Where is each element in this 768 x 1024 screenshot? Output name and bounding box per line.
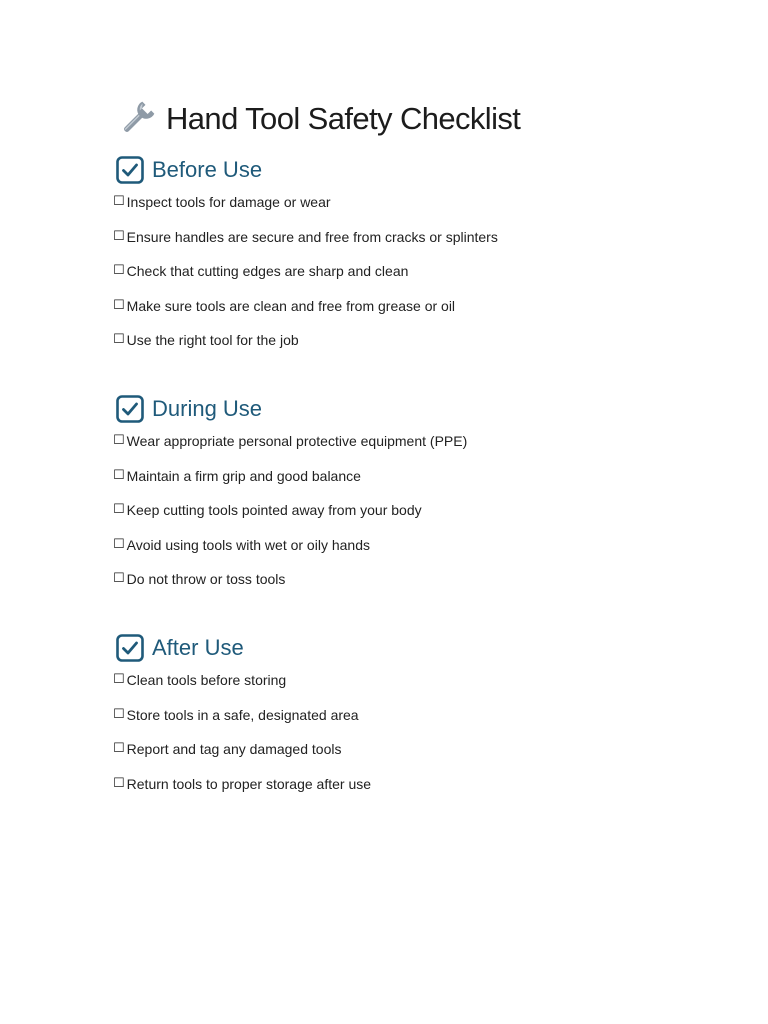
unchecked-box-icon[interactable]: ☐ [113,706,125,722]
checklist-item-label: Do not throw or toss tools [126,571,286,588]
section-title: After Use [152,634,244,660]
checked-box-icon [115,155,145,185]
checklist-item-label: Inspect tools for damage or wear [126,194,331,210]
checklist-item[interactable] [113,262,673,297]
unchecked-box-icon[interactable]: ☐ [113,432,125,448]
checklist-item-label: Make sure tools are clean and free from grease or oil [126,297,456,314]
checklist-item-label: Report and tag any damaged tools [126,741,342,758]
section-header [113,152,673,188]
checklist-items [113,193,673,366]
checklist-item[interactable] [113,432,673,467]
section-header [113,630,673,666]
unchecked-box-icon[interactable]: ☐ [113,502,125,518]
checklist-item[interactable] [113,775,673,810]
unchecked-box-icon[interactable]: ☐ [113,332,125,348]
unchecked-box-icon[interactable]: ☐ [113,775,125,791]
unchecked-box-icon[interactable]: ☐ [113,571,125,587]
checklist-item-label: Return tools to proper storage after use [126,775,372,792]
checklist-section-3 [113,630,673,809]
checklist-items [113,432,673,605]
checklist-items [113,671,673,809]
checklist-item[interactable] [113,501,673,536]
sections-container [113,152,673,809]
unchecked-box-icon[interactable]: ☐ [113,297,125,313]
checklist-item[interactable] [113,536,673,571]
checklist-item[interactable] [113,740,673,775]
checklist-item[interactable] [113,193,673,228]
section-header [113,391,673,427]
checked-box-icon [115,633,145,663]
checklist-item[interactable] [113,671,673,706]
unchecked-box-icon[interactable]: ☐ [113,741,125,757]
checklist-item-label: Clean tools before storing [126,671,287,688]
checklist-item-label: Avoid using tools with wet or oily hands [126,536,370,553]
checked-box-icon [115,394,145,424]
checklist-section-1 [113,152,673,366]
page-title: Hand Tool Safety Checklist [166,101,521,136]
checklist-item[interactable] [113,467,673,502]
checklist-item[interactable] [113,570,673,605]
unchecked-box-icon[interactable]: ☐ [113,467,125,483]
title-row [113,96,673,142]
checklist-item[interactable] [113,228,673,263]
checklist-document [113,96,673,809]
checklist-item-label: Ensure handles are secure and free from cracks or splinters [126,228,498,245]
checklist-item-label: Check that cutting edges are sharp and clean [126,263,409,280]
checklist-item[interactable] [113,706,673,741]
checklist-section-2 [113,391,673,605]
unchecked-box-icon[interactable]: ☐ [113,194,125,209]
section-title: During Use [152,395,263,421]
checklist-item[interactable] [113,331,673,366]
unchecked-box-icon[interactable]: ☐ [113,228,125,244]
unchecked-box-icon[interactable]: ☐ [113,671,125,687]
checklist-item[interactable] [113,297,673,332]
wrench-icon [117,99,157,139]
unchecked-box-icon[interactable]: ☐ [113,263,125,279]
unchecked-box-icon[interactable]: ☐ [113,536,125,552]
checklist-item-label: Maintain a firm grip and good balance [126,467,361,484]
checklist-item-label: Use the right tool for the job [126,332,299,349]
checklist-item-label: Keep cutting tools pointed away from your body [126,502,422,519]
section-title: Before Use [152,157,263,182]
checklist-item-label: Store tools in a safe, designated area [126,706,359,723]
checklist-item-label: Wear appropriate personal protective equipment (PPE) [126,432,468,449]
